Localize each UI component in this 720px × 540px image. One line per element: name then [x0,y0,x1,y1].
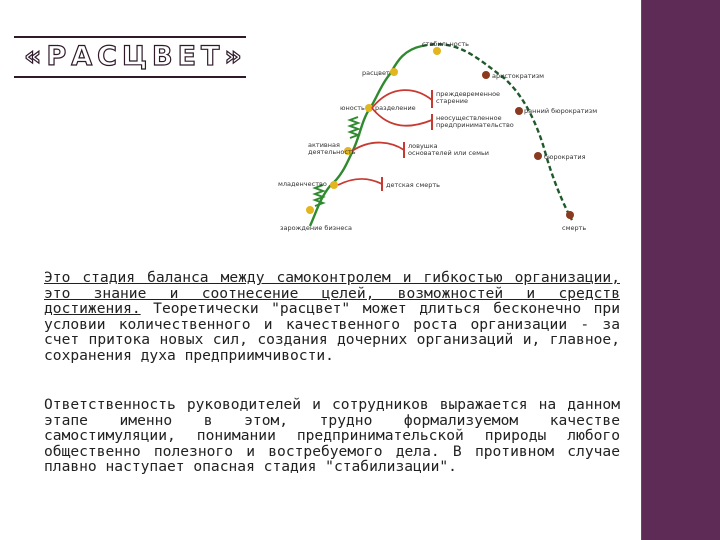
paragraph-1 [44,270,620,364]
label-stabilnost: стабильность [422,40,469,48]
label-lovushka-1: ловушка [408,142,438,150]
label-smert: смерть [562,224,587,232]
label-mladenchestvo: младенчество [278,180,327,188]
label-detskaya-smert: детская смерть [386,181,440,189]
trap-arrow-mladenchestvo [338,179,382,185]
right-sidebar-bar [642,0,720,540]
trap-arrow-aktivnaya [352,143,404,151]
dot-smert [566,211,574,219]
label-neosushchestvlennoe-2: предпринимательство [436,121,514,129]
slide-title: «РАСЦВЕТ» [24,41,247,72]
label-lovushka-2: основателей или семьи [408,149,490,157]
label-byurokratiya: бюрократия [544,153,586,161]
label-yunost: юность [340,104,365,112]
paragraph-1-rest: Теоретически "расцвет" может длиться бесконечно при условии количественного и качественного роста организации - за счет притока новых сил, создания дочерних организаций и, главное, сохранения духа предприимчивости. [44,300,620,364]
label-aktivnaya-1: активная [308,141,340,149]
coil-middle [350,117,358,138]
label-prezhdevremennoe-1: преждевременное [436,90,501,98]
label-prezhdevremennoe-2: старение [436,97,468,105]
lifecycle-diagram [272,38,618,238]
dot-zarozhdenie [306,206,314,214]
dot-byurokratiya [534,152,542,160]
slide-title-frame [14,36,246,78]
lifecycle-diagram-svg [272,38,618,238]
label-rastsvet: расцвет [362,69,390,77]
label-aktivnaya-2: деятельность [308,148,356,156]
paragraph-1-lead: Это стадия баланса между самоконтролем и гибкостью организации, это знание и соотнесение целей, возможностей и средств достижения. [44,269,620,318]
label-razdelenie: разделение [375,104,416,112]
dot-mladenchestvo [330,181,338,189]
curve-decline [422,44,572,220]
dot-rastsvet [390,68,398,76]
label-rannii-byurokratizm: ранний бюрократизм [524,107,598,115]
paragraph-2: Ответственность руководителей и сотрудников выражается на данном этапе именно в этом, трудно формализуемом качестве самостимуляции, понимании предпринимательской природы любого общественно полезного и востребуемого дела. В противном случае плавно наступает опасная стадия "стабилизации". [44,396,620,476]
label-aristokratizm: аристократизм [492,72,545,80]
dot-aristokratizm [482,71,490,79]
label-zarozhdenie: зарождение бизнеса [280,224,352,232]
dot-rannii-byurokratizm [515,107,523,115]
label-neosushchestvlennoe-1: неосуществленное [436,114,502,122]
dot-yunost [365,104,373,112]
dot-stabilnost [433,47,441,55]
